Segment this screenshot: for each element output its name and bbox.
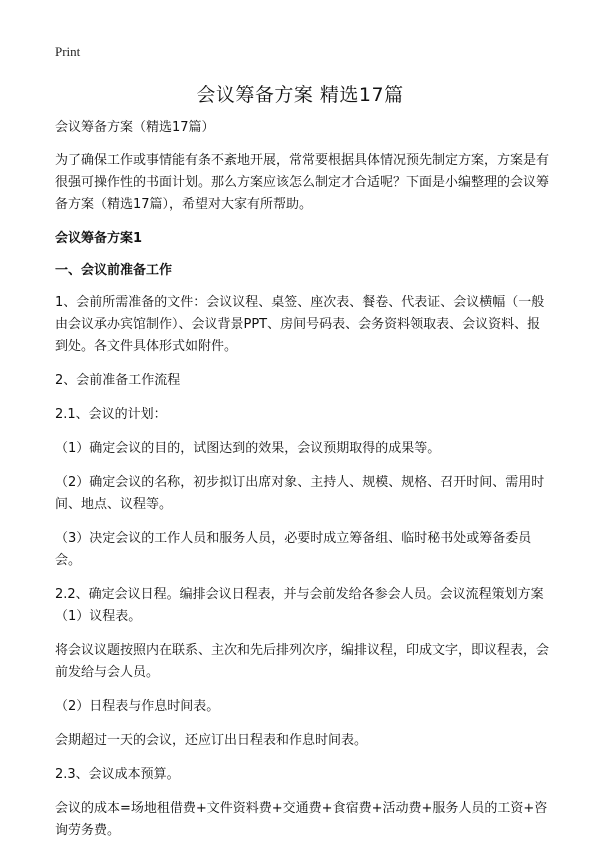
document-body [55,117,550,854]
list-item: 会议的成本=场地租借费+文件资料费+交通费+食宿费+活动费+服务人员的工资+咨询劳务费。 [55,801,548,838]
page-title: 会议筹备方案 精选17篇 [196,84,404,106]
list-item: 2.2、确定会议日程。编排会议日程表，并与会前发给各参会人员。会议流程策划方案（1）议程表。 [55,587,544,624]
print-label: Print [55,44,81,59]
list-item: （2）日程表与作息时间表。 [55,699,220,714]
list-item: （2）确定会议的名称，初步拟订出席对象、主持人、规模、规格、召开时间、需用时间、地点、议程等。 [55,475,545,512]
list-item: 会期超过一天的会议，还应订出日程表和作息时间表。 [55,733,368,748]
list-item: 2.3、会议成本预算。 [55,767,180,782]
list-item: （3）决定会议的工作人员和服务人员，必要时成立筹备组、临时秘书处或筹备委员会。 [55,531,532,568]
list-item: 将会议议题按照内在联系、主次和先后排列次序，编排议程，印成文字，即议程表，会前发给与会人员。 [55,643,550,680]
intro-paragraph: 为了确保工作或事情能有条不紊地开展，常常要根据具体情况预先制定方案，方案是有很强可操作性的书面计划。那么方案应该怎么制定才合适呢？下面是小编整理的会议筹备方案（精选17篇），希望对大家有所帮助。 [55,153,550,212]
list-item: 1、会前所需准备的文件：会议议程、桌签、座次表、餐卷、代表证、会议横幅（一般由会议承办宾馆制作）、会议背景PPT、房间号码表、会务资料领取表、会议资料、报到处。各文件具体形式如附件。 [55,295,545,354]
list-item: 2.1、会议的计划： [55,407,167,422]
section-heading: 一、会议前准备工作 [55,263,173,278]
document-subtitle: 会议筹备方案（精选17篇） [55,120,215,135]
list-item: 2、会前准备工作流程 [55,373,181,388]
section-title: 会议筹备方案1 [55,231,143,246]
list-item: （1）确定会议的目的，试图达到的效果，会议预期取得的成果等。 [55,441,441,456]
